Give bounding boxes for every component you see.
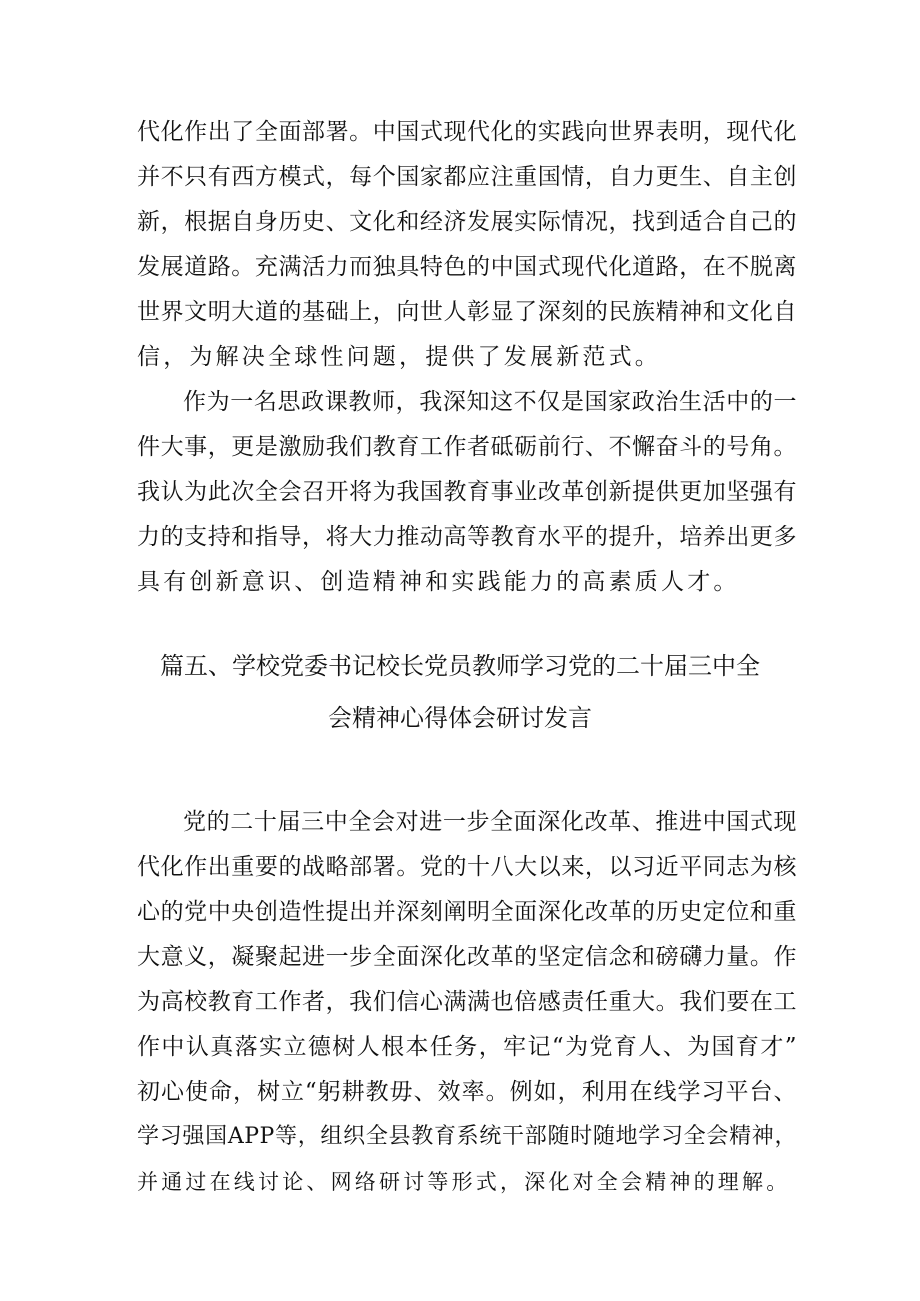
paragraph-line: 代化作出重要的战略部署。党的十八大以来，以习近平同志为核 — [137, 854, 797, 880]
paragraph-line: 世界文明大道的基础上，向世人彰显了深刻的民族精神和文化自 — [137, 299, 797, 325]
section-heading: 篇五、学校党委书记校长党员教师学习党的二十届三中全 — [160, 652, 760, 680]
paragraph-line: 并不只有西方模式，每个国家都应注重国情，自力更生、自主创 — [137, 164, 797, 190]
paragraph-line: 新，根据自身历史、文化和经济发展实际情况，找到适合自己的 — [137, 209, 797, 235]
paragraph-line: 大意义，凝聚起进一步全面深化改革的坚定信念和磅礴力量。作 — [137, 944, 797, 970]
paragraph-line: 力的支持和指导，将大力推动高等教育水平的提升，培养出更多 — [137, 524, 797, 550]
paragraph-line: 初心使命，树立“躬耕教毋、效率。例如，利用在线学习平台、 — [137, 1079, 797, 1105]
paragraph-line: 学习强国APP等，组织全县教育系统干部随时随地学习全会精神， — [137, 1124, 797, 1149]
paragraph-line: 心的党中央创造性提出并深刻阐明全面深化改革的历史定位和重 — [137, 899, 797, 925]
paragraph-line: 作为一名思政课教师，我深知这不仅是国家政治生活中的一 — [183, 389, 797, 415]
paragraph-line: 发展道路。充满活力而独具特色的中国式现代化道路，在不脱离 — [137, 254, 797, 280]
paragraph-line: 我认为此次全会召开将为我国教育事业改革创新提供更加坚强有 — [137, 479, 797, 505]
paragraph-line: 具有创新意识、创造精神和实践能力的高素质人才。 — [137, 569, 740, 595]
paragraph-line: 并通过在线讨论、网络研讨等形式，深化对全会精神的理解。 — [137, 1170, 791, 1194]
paragraph-line: 为高校教育工作者，我们信心满满也倍感责任重大。我们要在工 — [137, 989, 797, 1015]
paragraph-line: 党的二十届三中全会对进一步全面深化改革、推进中国式现 — [183, 809, 797, 835]
paragraph-line: 信，为解决全球性问题，提供了发展新范式。 — [137, 344, 661, 370]
paragraph-line: 代化作出了全面部署。中国式现代化的实践向世界表明，现代化 — [137, 119, 797, 145]
paragraph-line: 件大事，更是激励我们教育工作者砥砺前行、不懈奋斗的号角。 — [137, 434, 797, 460]
paragraph-line: 作中认真落实立德树人根本任务，牢记“为党育人、为国育才” — [137, 1034, 797, 1060]
section-heading: 会精神心得体会研讨发言 — [328, 704, 592, 732]
